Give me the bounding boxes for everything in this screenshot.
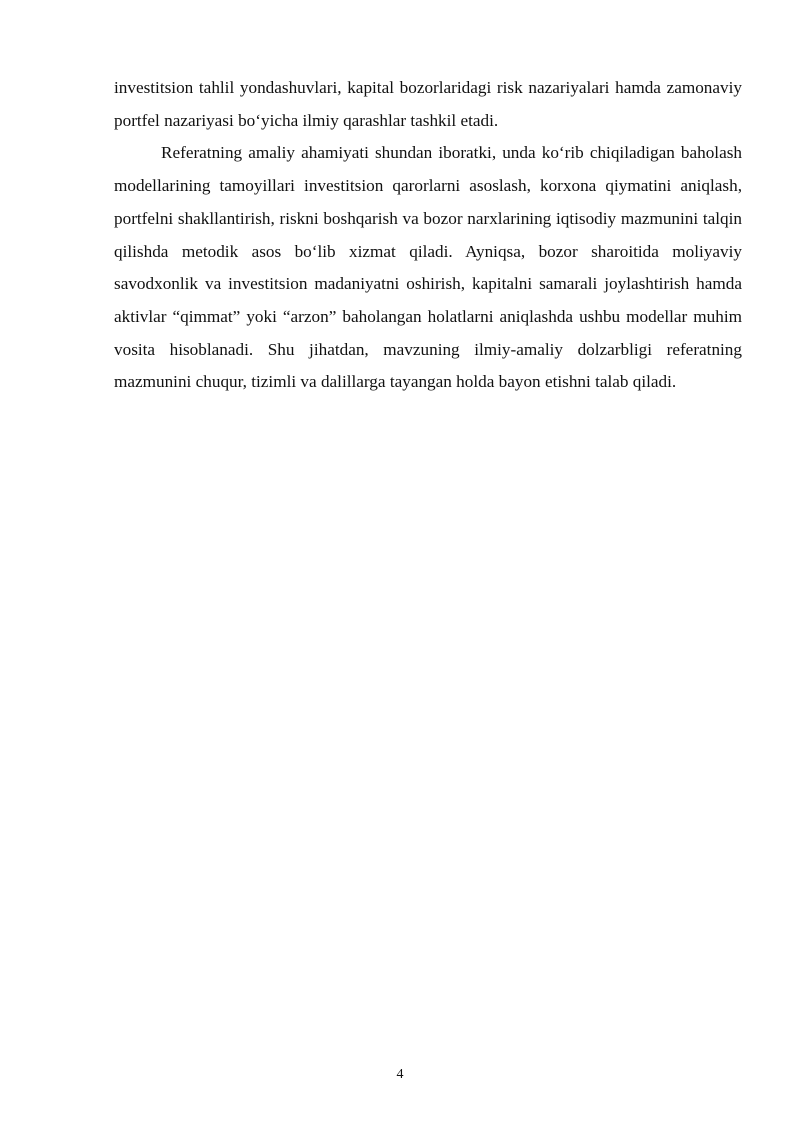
paragraph-practical-significance: Referatning amaliy ahamiyati shundan iboratki, unda ko‘rib chiqiladigan baholash modellarining tamoyillari investitsion qarorlarni asoslash, korxona qiymatini aniqlash, portfelni shakllantirish, riskni boshqarish va bozor narxlarining iqtisodiy mazmunini talqin qilishda metodik asos bo‘lib xizmat qiladi. Ayniqsa, bozor sharoitida moliyaviy savodxonlik va investitsion madaniyatni oshirish, kapitalni samarali joylashtirish hamda aktivlar “qimmat” yoki “arzon” baholangan holatlarni aniqlashda ushbu modellar muhim vosita hisoblanadi. Shu jihatdan, mavzuning ilmiy-amaliy dolzarbligi referatning mazmunini chuqur, tizimli va dalillarga tayangan holda bayon etishni talab qiladi.: [114, 143, 742, 392]
body-text: [114, 72, 742, 399]
page-number: 4: [396, 1067, 404, 1082]
paragraph-continuation: investitsion tahlil yondashuvlari, kapital bozorlaridagi risk nazariyalari hamda zamonaviy portfel nazariyasi bo‘yicha ilmiy qarashlar tashkil etadi.: [114, 78, 742, 130]
